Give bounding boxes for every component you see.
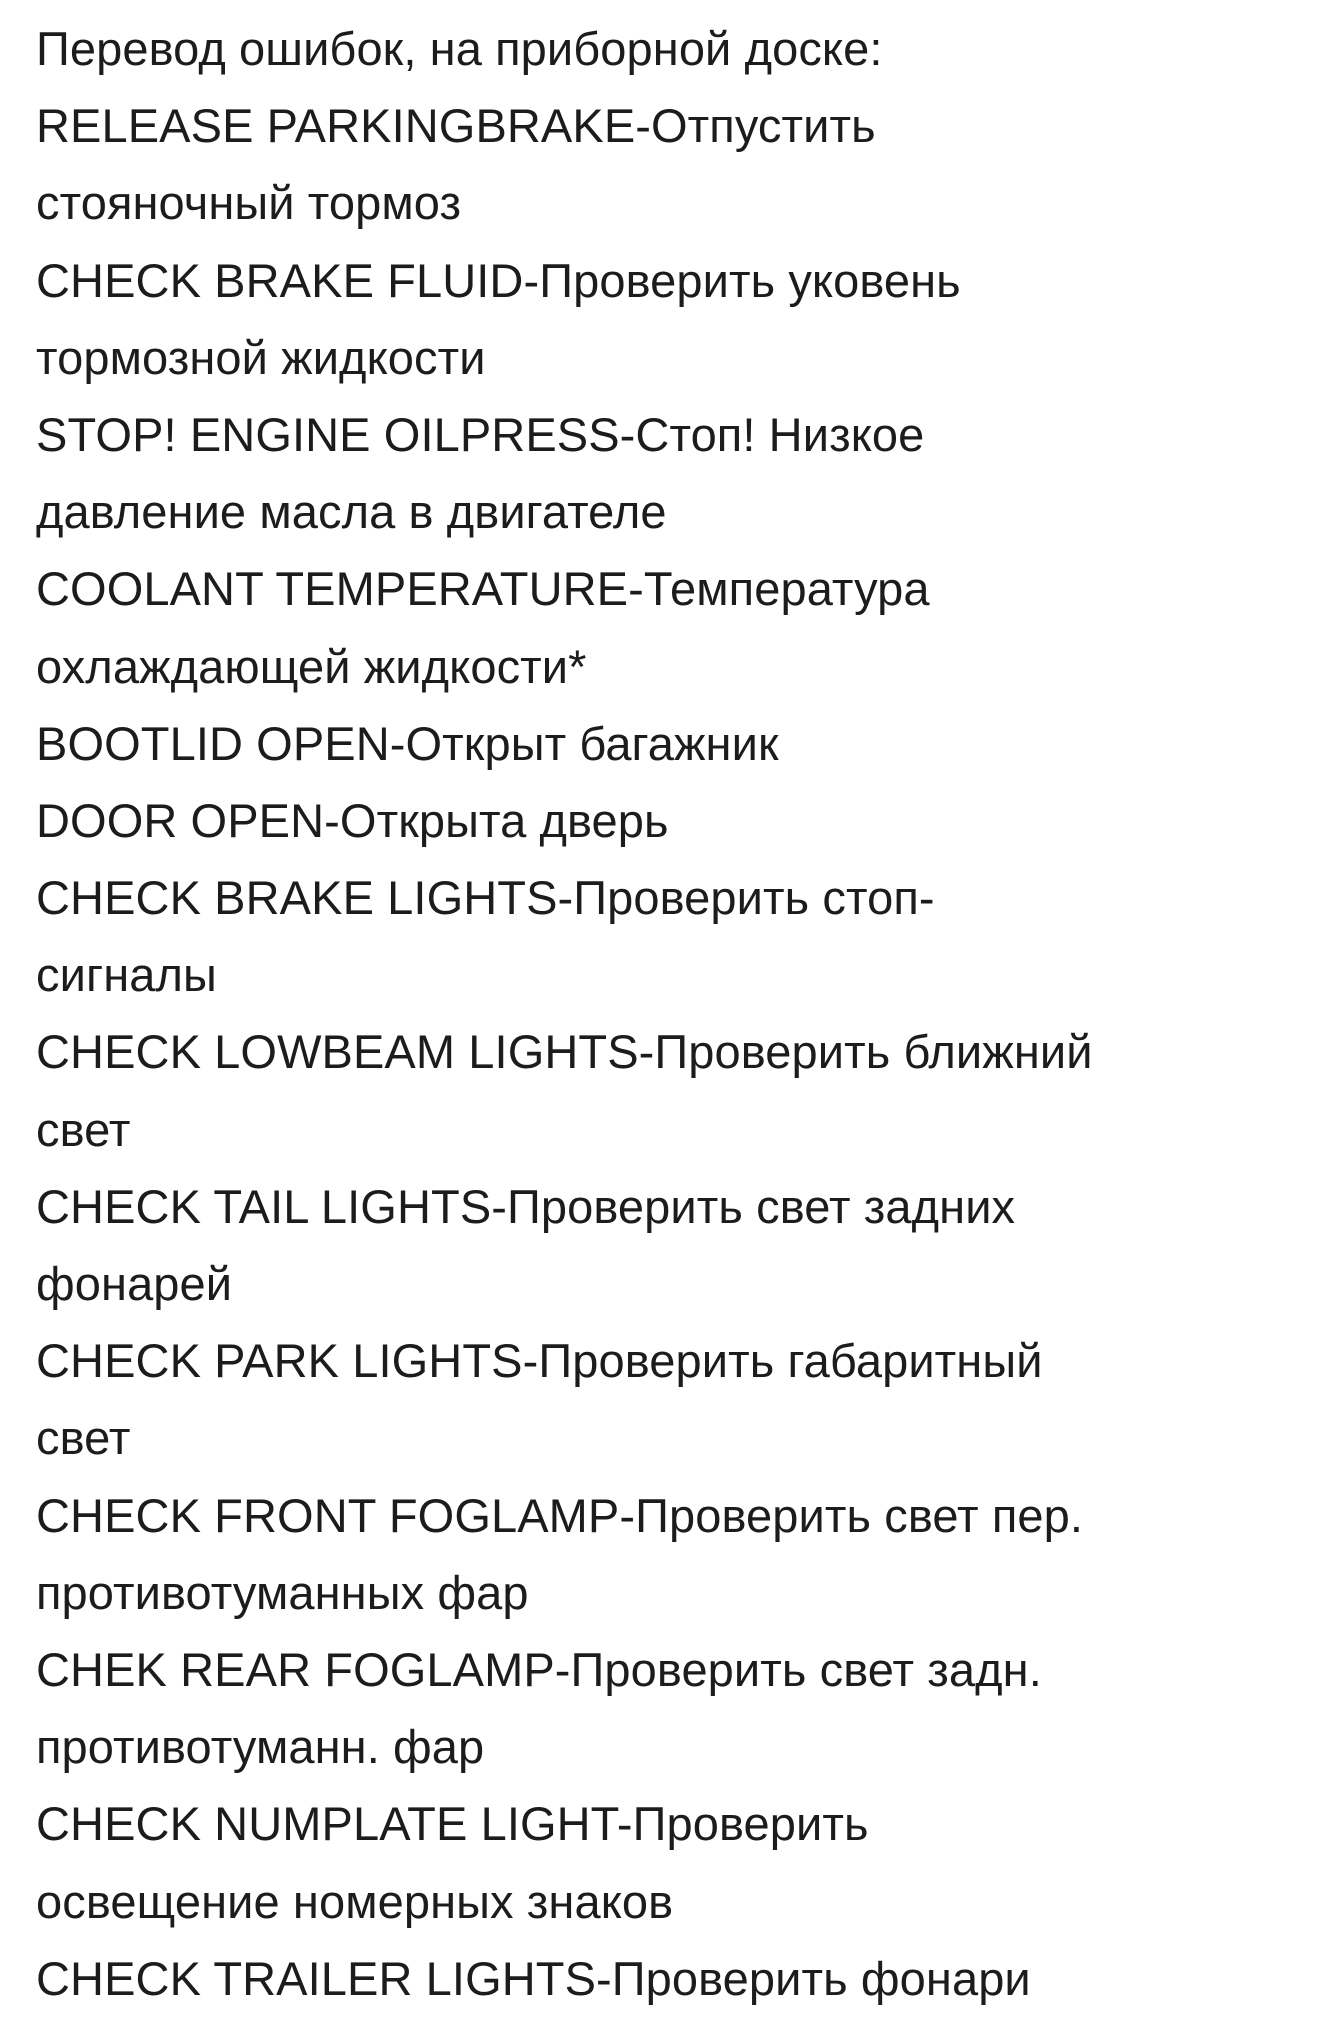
- document-heading: Перевод ошибок, на приборной доске:: [36, 22, 883, 75]
- text-line: давление масла в двигателе: [36, 485, 667, 539]
- text-line: COOLANT TEMPERATURE-Температура: [36, 562, 930, 616]
- text-line: охлаждающей жидкости*: [36, 639, 587, 693]
- text-line: CHECK LOWBEAM LIGHTS-Проверить ближний: [36, 1025, 1093, 1079]
- text-line: фонарей: [36, 1257, 233, 1310]
- text-line: свет: [36, 1411, 131, 1465]
- text-line: освещение номерных знаков: [36, 1874, 674, 1928]
- text-line: стояночный тормоз: [36, 176, 462, 230]
- text-line: сигналы: [36, 948, 217, 1002]
- text-line: CHECK PARK LIGHTS-Проверить габаритный: [36, 1334, 1043, 1388]
- text-line: CHECK FRONT FOGLAMP-Проверить свет пер.: [36, 1488, 1084, 1542]
- document-body: [36, 10, 1306, 2017]
- text-line: CHECK NUMPLATE LIGHT-Проверить: [36, 1797, 869, 1851]
- text-line: противотуманных фар: [36, 1565, 529, 1619]
- text-line: противотуманн. фар: [36, 1720, 485, 1774]
- text-line: BOOTLID OPEN-Открыт багажник: [36, 716, 779, 770]
- text-line: STOP! ENGINE OILPRESS-Стоп! Низкое: [36, 407, 925, 461]
- text-line: CHECK BRAKE LIGHTS-Проверить стоп-: [36, 871, 935, 925]
- text-line: CHECK TAIL LIGHTS-Проверить свет задних: [36, 1179, 1016, 1233]
- text-line: CHECK TRAILER LIGHTS-Проверить фонари: [36, 1951, 1031, 2005]
- text-line: тормозной жидкости: [36, 330, 486, 384]
- text-line: свет: [36, 1102, 131, 1156]
- text-line: RELEASE PARKINGBRAKE-Отпустить: [36, 99, 876, 153]
- text-line: CHEK REAR FOGLAMP-Проверить свет задн.: [36, 1642, 1042, 1696]
- text-line: CHECK BRAKE FLUID-Проверить уковень: [36, 253, 961, 307]
- text-line: DOOR OPEN-Открыта дверь: [36, 793, 669, 847]
